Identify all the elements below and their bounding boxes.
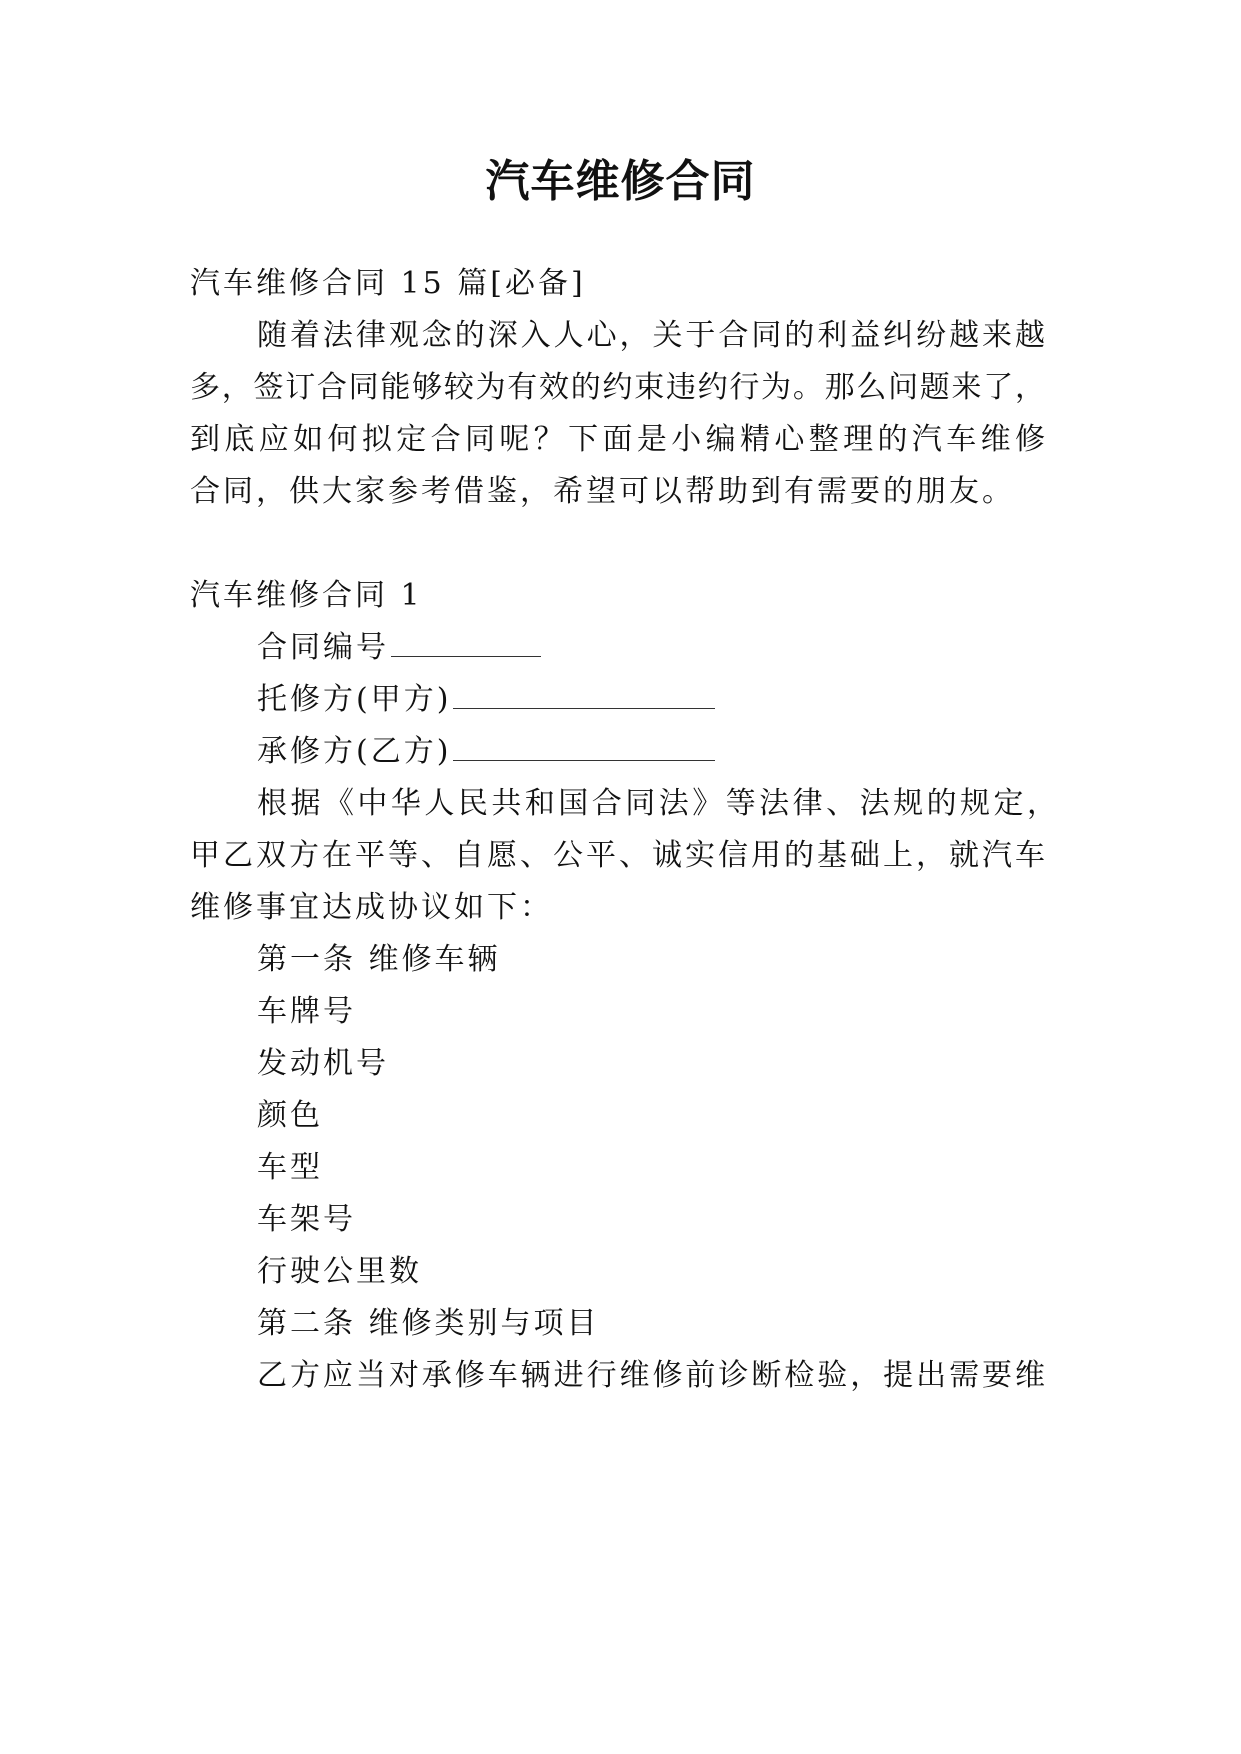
article-1-item: 车架号 xyxy=(257,1202,356,1237)
party-a-field xyxy=(257,680,715,720)
intro-paragraph-line: 到底应如何拟定合同呢？下面是小编精心整理的汽车维修 xyxy=(190,422,1045,457)
document-title: 汽车维修合同 xyxy=(485,156,756,207)
article-1-item: 颜色 xyxy=(257,1098,323,1133)
article-1-item: 车型 xyxy=(257,1150,323,1185)
contract-number-field xyxy=(257,628,541,668)
article-1-item: 车牌号 xyxy=(257,994,356,1029)
party-b-blank xyxy=(453,734,715,761)
article-1-item: 行驶公里数 xyxy=(257,1254,422,1289)
article-1-heading: 第一条 维修车辆 xyxy=(257,942,501,977)
party-b-label: 承修方(乙方) xyxy=(257,734,452,769)
article-1-item: 发动机号 xyxy=(257,1046,389,1081)
intro-paragraph-line: 随着法律观念的深入人心，关于合同的利益纠纷越来越 xyxy=(257,318,1045,353)
section-heading: 汽车维修合同 1 xyxy=(190,578,423,613)
intro-paragraph-line: 多，签订合同能够较为有效的约束违约行为。那么问题来了， xyxy=(190,370,1045,405)
contract-number-label: 合同编号 xyxy=(257,630,389,665)
document-subtitle: 汽车维修合同 15 篇[必备] xyxy=(190,266,586,301)
party-a-blank xyxy=(453,682,715,709)
party-b-field xyxy=(257,732,715,772)
basis-paragraph-line: 维修事宜达成协议如下： xyxy=(190,890,553,925)
article-2-heading: 第二条 维修类别与项目 xyxy=(257,1306,600,1341)
intro-paragraph-line: 合同，供大家参考借鉴，希望可以帮助到有需要的朋友。 xyxy=(190,474,1015,509)
contract-number-blank xyxy=(391,630,541,657)
party-a-label: 托修方(甲方) xyxy=(257,682,452,717)
basis-paragraph-line: 根据《中华人民共和国合同法》等法律、法规的规定， xyxy=(257,786,1057,821)
article-2-first-line: 乙方应当对承修车辆进行维修前诊断检验，提出需要维 xyxy=(257,1358,1045,1393)
basis-paragraph-line: 甲乙双方在平等、自愿、公平、诚实信用的基础上，就汽车 xyxy=(190,838,1045,873)
